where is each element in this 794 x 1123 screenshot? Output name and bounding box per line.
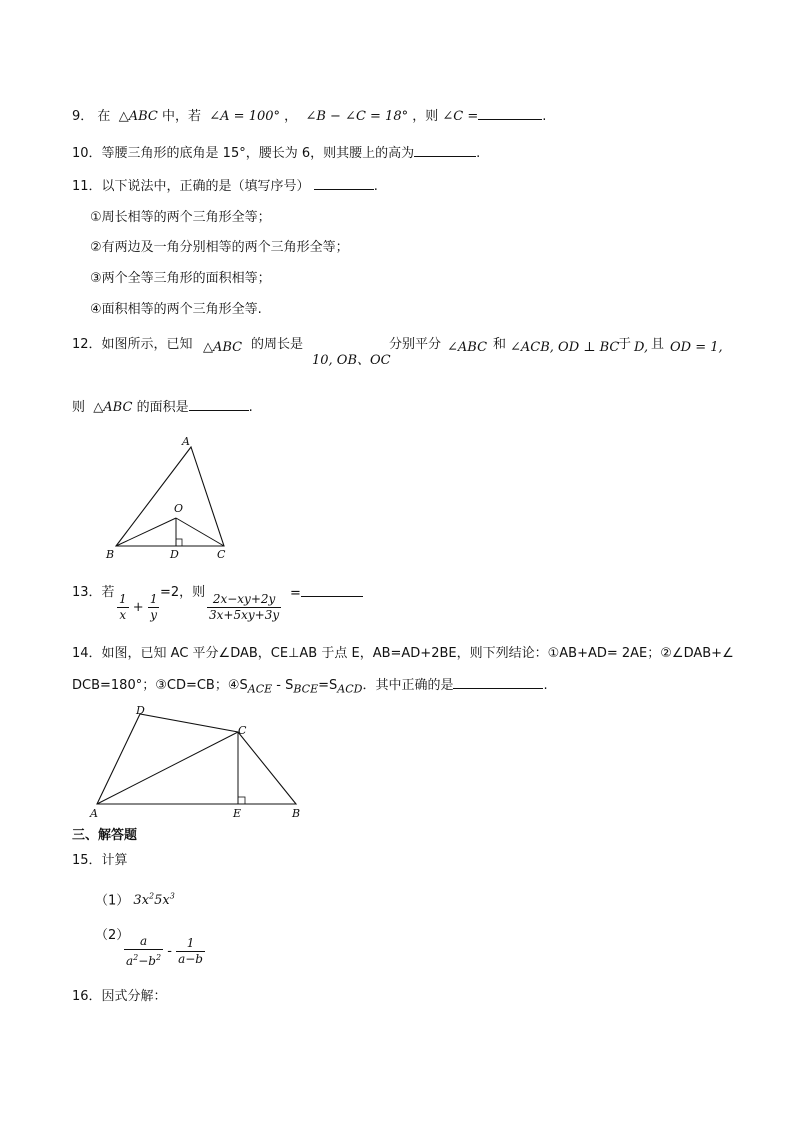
q12-line2-end: .: [248, 400, 253, 415]
q12-text-5: 且: [651, 337, 665, 352]
q14-segment-ac: [97, 732, 238, 804]
q15-part-2-label: （2）: [95, 928, 130, 943]
q11-answer-blank[interactable]: [314, 177, 374, 190]
q12-line2-triangle: △ABC: [93, 400, 133, 415]
q11-option-2: ②有两边及一角分别相等的两个三角形全等；: [90, 240, 349, 255]
q12-label-o: O: [174, 502, 184, 515]
q15-title: 15．计算: [72, 853, 128, 868]
q13-plus: +: [132, 600, 144, 615]
q15-part-1-expression: $3x^25x^3$: [133, 892, 175, 909]
q11-option-3: ③两个全等三角形的面积相等；: [90, 271, 271, 286]
q15-part-2-minus: -: [167, 944, 172, 959]
q13-fraction-1-over-y: $\frac{1}{y}$: [149, 592, 158, 622]
q11-option-4: ④面积相等的两个三角形全等.: [90, 302, 262, 317]
q9-angle-a: ∠A = 100°: [209, 109, 281, 124]
q9-triangle: △ABC: [118, 109, 158, 124]
q9-angle-c: ∠C =: [442, 109, 479, 124]
q13-intro: 13．若: [72, 585, 115, 600]
q14-quadrilateral-abcd: [97, 714, 296, 804]
q15-part-2-fraction-1: $\frac{a}{a^2-b^2}$: [126, 934, 162, 968]
q9-text-1: 在: [97, 109, 111, 124]
q16-title: 16．因式分解：: [72, 989, 167, 1004]
q13-answer-blank[interactable]: [301, 584, 363, 597]
q12-line2-text-1: 则: [72, 400, 86, 415]
q13-equals-text: =2，则: [160, 585, 206, 600]
q9-text-2: 中，若: [161, 109, 201, 124]
q12-answer-blank[interactable]: [189, 398, 249, 411]
q13-given: [117, 592, 159, 623]
q12-od: OD = 1,: [670, 340, 723, 355]
q12-angle-abc: ∠ABC: [447, 340, 488, 355]
q9-number: 9．: [72, 109, 94, 124]
q12-text-3: 和: [493, 337, 507, 352]
q12-text-4: 于: [618, 337, 632, 352]
q11-option-1: ①周长相等的两个三角形全等；: [90, 210, 271, 225]
q13-expression: [207, 592, 281, 623]
q12-triangle-figure: [100, 432, 250, 562]
q14-label-c: C: [238, 724, 247, 737]
q12-text-1: 的周长是: [251, 337, 304, 352]
q10-text: 10．等腰三角形的底角是 15°，腰长为 6，则其腰上的高为: [72, 146, 415, 161]
q12-line2: [72, 398, 253, 417]
q14-answer-blank[interactable]: [453, 676, 543, 689]
q15-part-2-fraction-2: $\frac{1}{a-b}$: [178, 936, 203, 966]
q9-end: .: [542, 109, 547, 124]
q11-text: 11．以下说法中，正确的是（填写序号）: [72, 179, 310, 194]
q14-label-b: B: [292, 807, 301, 820]
q12-segment-oc: [176, 518, 224, 546]
q12-segment-ob: [116, 518, 176, 546]
section-3-title: 三、解答题: [72, 828, 138, 843]
q9-angle-diff: ∠B − ∠C = 18°: [305, 109, 409, 124]
q13-target-fraction: $\frac{2x-xy+2y}{3x+5xy+3y}$: [209, 592, 280, 622]
q12-perimeter: 10, OB、OC: [312, 353, 391, 368]
q10-answer-blank[interactable]: [414, 144, 476, 157]
q14-quadrilateral-figure: [88, 700, 308, 820]
q12-triangle-abc: [116, 447, 224, 546]
q9-text-3: ，: [284, 109, 298, 124]
q14-right-angle-mark: [238, 797, 245, 804]
q15-part-2-expression: [124, 934, 205, 969]
q10-end: .: [476, 146, 481, 161]
question-14-line-2: DCB=180°；③CD=CB；$④S_{ACE} - S_{BCE}=S_{ACD}$．其中正确的是 .: [72, 678, 548, 696]
q14-label-a: A: [90, 807, 98, 820]
q13-fraction-1-over-x: $\frac{1}{x}$: [119, 592, 127, 622]
q15-part-1: [95, 888, 175, 910]
question-9: [72, 107, 546, 126]
q12-label-a: A: [182, 435, 190, 448]
q12-point-d: D,: [634, 340, 649, 355]
q15-part-1-label: （1）: [95, 893, 130, 909]
q12-intro: 12．如图所示，已知: [72, 337, 193, 352]
q14-text-line-1: 14．如图，已知 AC 平分∠DAB，CE⊥AB 于点 E，AB=AD+2BE，则下列结论：①AB+AD= 2AE；②∠DAB+∠: [72, 646, 734, 661]
question-10: [72, 144, 480, 163]
q12-right-angle-mark: [176, 539, 182, 546]
q14-end: .: [543, 678, 548, 693]
q12-label-b: B: [106, 548, 115, 561]
question-11: [72, 177, 378, 196]
q12-label-c: C: [217, 548, 226, 561]
q12-triangle: △ABC: [203, 340, 243, 355]
q11-end: .: [373, 179, 378, 194]
q12-label-d: D: [170, 548, 179, 561]
q9-text-4: ，则: [412, 109, 439, 124]
q12-angle-acb: ∠ACB, OD ⊥ BC: [510, 340, 620, 355]
q9-answer-blank[interactable]: [478, 107, 542, 120]
question-14-line-1: [72, 645, 734, 663]
q13-tail: [290, 584, 363, 603]
q14-label-d: D: [136, 704, 145, 717]
q12-line2-text-2: 的面积是: [136, 400, 189, 415]
q14-text-line-2: DCB=180°；③CD=CB；④S: [72, 678, 248, 693]
q12-text-2: 分别平分: [389, 337, 442, 352]
q13-equals: =: [290, 586, 301, 601]
q14-label-e: E: [233, 807, 242, 820]
